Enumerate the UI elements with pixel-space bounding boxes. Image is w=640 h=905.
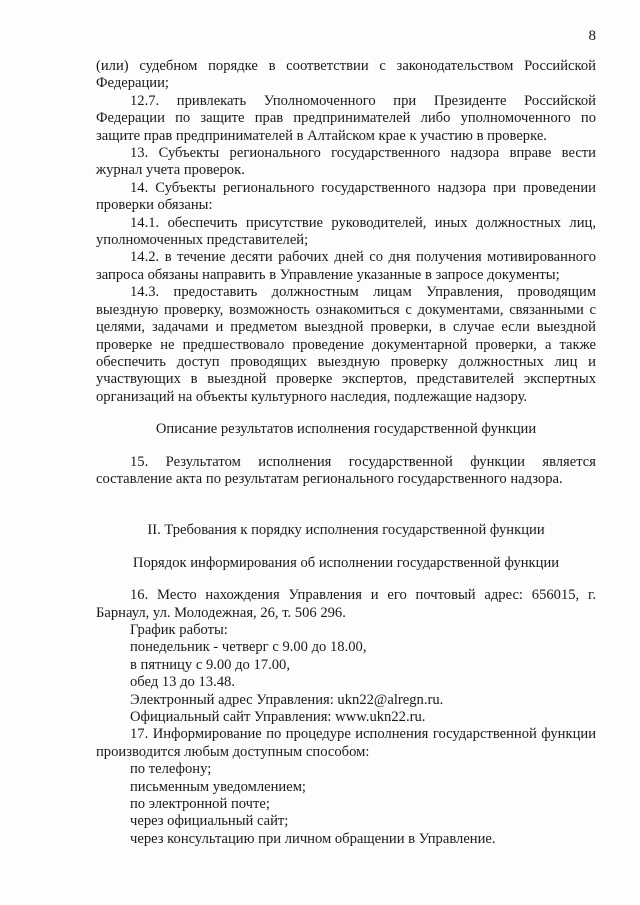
page-number: 8: [588, 28, 596, 44]
method-item: по телефону;: [130, 761, 212, 778]
paragraph-17: 17. Информирование по процедуре исполнения государственной функции производится любым доступным способом:: [96, 726, 596, 760]
schedule-line: График работы:: [130, 621, 228, 638]
subheading-info: Порядок информирования об исполнении государственной функции: [132, 554, 560, 571]
paragraph-14-2: 14.2. в течение десяти рабочих дней со дня получения мотивированного запроса обязаны направить в Управление указанные в запросе документы;: [96, 249, 596, 283]
paragraph-continuation: (или) судебном порядке в соответствии с законодательством Российской Федерации;: [96, 58, 596, 92]
paragraph-14: 14. Субъекты регионального государственного надзора при проведении проверки обязаны:: [96, 179, 596, 214]
schedule-line: понедельник - четверг с 9.00 до 18.00,: [130, 639, 367, 656]
paragraph-16: 16. Место нахождения Управления и его почтовый адрес: 656015, г. Барнаул, ул. Молодежная, 26, т. 506 296.: [96, 587, 596, 621]
section-heading: II. Требования к порядку исполнения государственной функции: [147, 522, 545, 539]
email-line: Электронный адрес Управления: ukn22@alregn.ru.: [130, 691, 444, 708]
paragraph-14-1: 14.1. обеспечить присутствие руководителей, иных должностных лиц, уполномоченных представителей;: [96, 214, 596, 249]
method-item: по электронной почте;: [130, 796, 270, 813]
schedule-line: обед 13 до 13.48.: [130, 674, 235, 691]
website-line: Официальный сайт Управления: www.ukn22.ru.: [130, 709, 426, 725]
paragraph-14-3: 14.3. предоставить должностным лицам Управления, проводящим выездную проверку, возможность ознакомиться с документами, связанными с целями, задачами и предметом выездной проверки, в случае если выездной проверке не предшествовало проведение документарной проверки, а также обеспечить доступ проводящих выездную проверку должностных лиц и участвующих в выездной проверке экспертов, представителей экспертных организаций на объекты культурного наследия, подлежащие надзору.: [96, 284, 596, 405]
method-item: через консультацию при личном обращении в Управление.: [130, 830, 496, 847]
paragraph-15: 15. Результатом исполнения государственной функции является составление акта по результатам регионального государственного надзора.: [96, 453, 596, 487]
schedule-line: в пятницу с 9.00 до 17.00,: [130, 656, 290, 673]
method-item: через официальный сайт;: [130, 813, 289, 830]
method-item: письменным уведомлением;: [130, 778, 306, 795]
paragraph-12-7: 12.7. привлекать Уполномоченного при Президенте Российской Федерации по защите прав предпринимателей либо уполномоченного по защите прав предпринимателей в Алтайском крае к участию в проверке.: [96, 92, 596, 144]
heading-results: Описание результатов исполнения государственной функции: [155, 421, 537, 438]
paragraph-13: 13. Субъекты регионального государственного надзора вправе вести журнал учета проверок.: [96, 145, 596, 179]
